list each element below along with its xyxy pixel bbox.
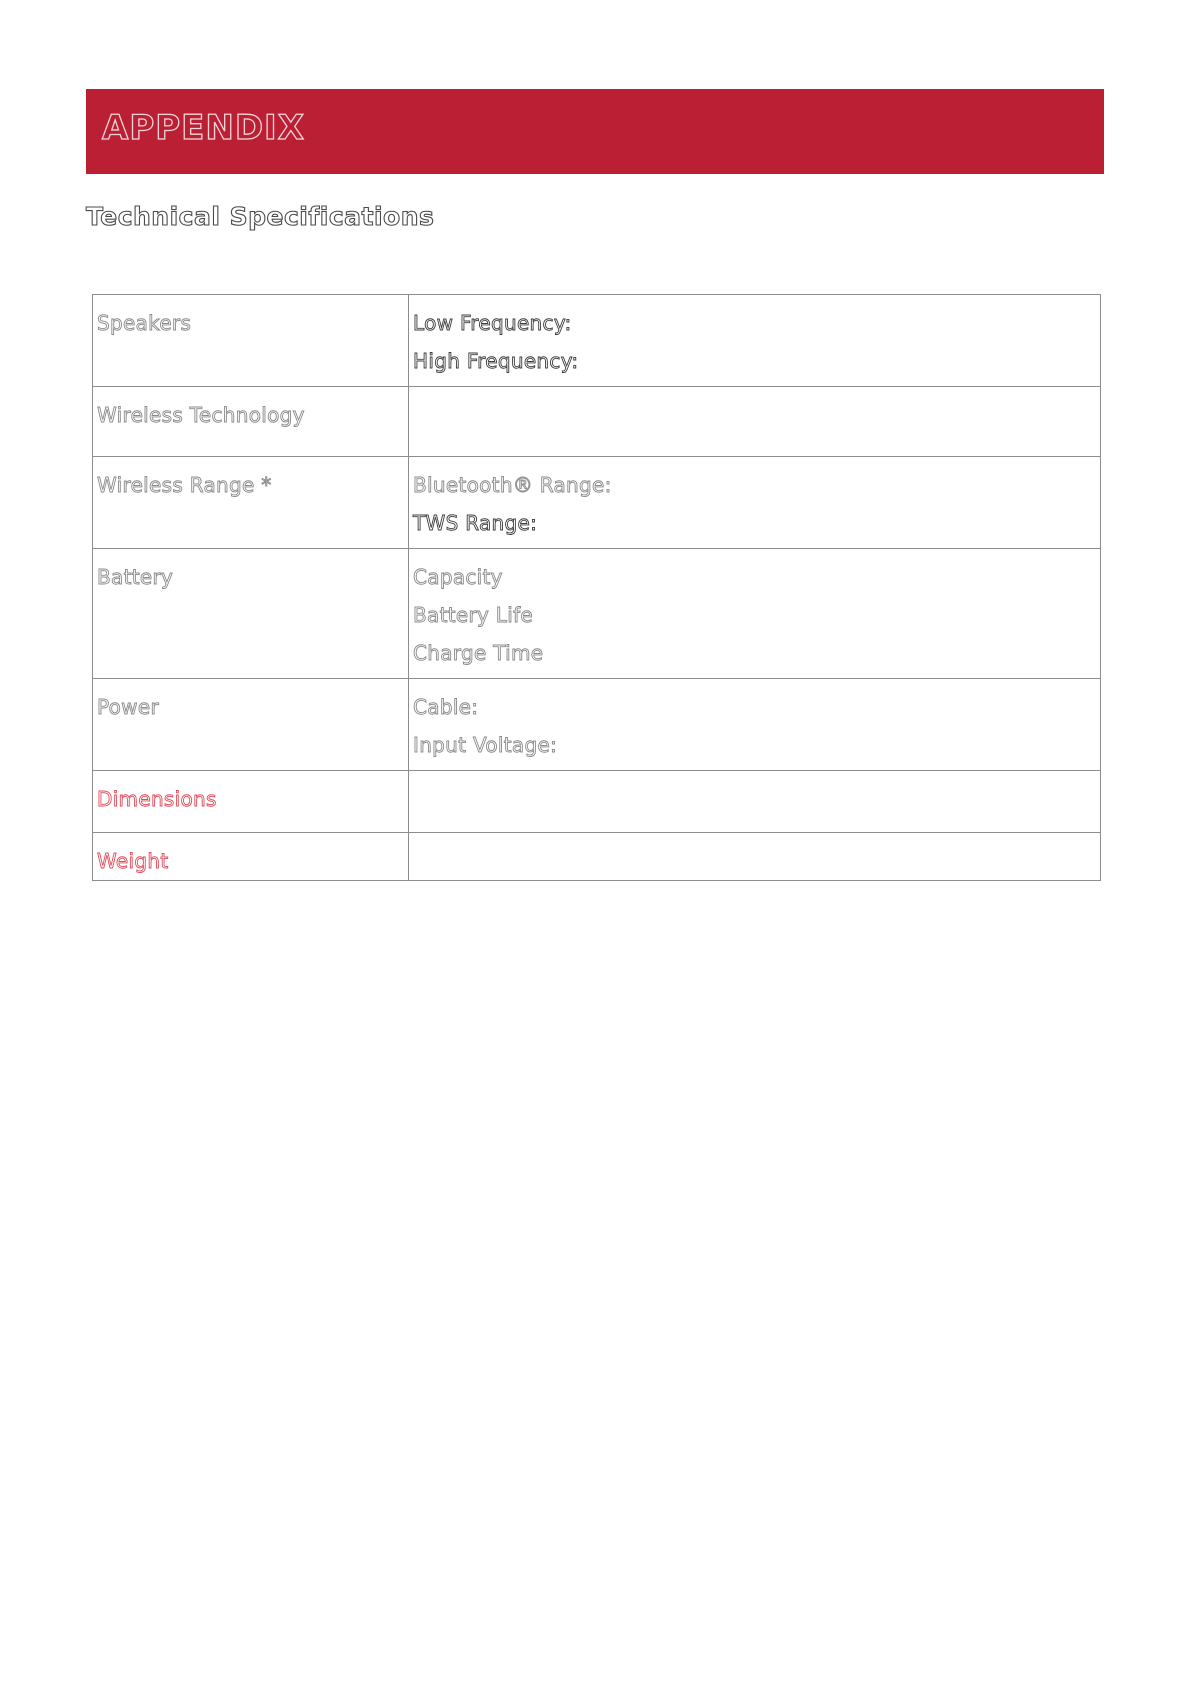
- table-row-wireless-technology: [93, 387, 1101, 457]
- spec-value-cell: [409, 771, 1101, 833]
- spec-value-capacity: Capacity: [413, 565, 503, 589]
- spec-value-charge-time: Charge Time: [413, 641, 544, 665]
- spec-value-tws-range: TWS Range:: [413, 511, 538, 535]
- table-row-wireless-range: [93, 457, 1101, 549]
- spec-label-cell: [93, 549, 409, 679]
- spec-label-cell: [93, 679, 409, 771]
- spec-value-battery-life: Battery Life: [413, 603, 534, 627]
- spec-value-cell: [409, 549, 1101, 679]
- spec-label-cell: [93, 833, 409, 881]
- appendix-banner: [86, 89, 1104, 174]
- spec-value-cell: [409, 457, 1101, 549]
- spec-label-cell: [93, 295, 409, 387]
- banner-title: APPENDIX: [102, 108, 305, 148]
- spec-label-speakers: Speakers: [97, 311, 192, 335]
- spec-value-low-frequency: Low Frequency:: [413, 311, 572, 335]
- table-row-battery: [93, 549, 1101, 679]
- spec-label-dimensions: Dimensions: [97, 787, 217, 811]
- spec-value-cell: [409, 679, 1101, 771]
- table-row-speakers: [93, 295, 1101, 387]
- spec-label-cell: [93, 457, 409, 549]
- spec-label-cell: [93, 387, 409, 457]
- spec-value-high-frequency: High Frequency:: [413, 349, 579, 373]
- spec-value-cable: Cable:: [413, 695, 479, 719]
- spec-label-weight: Weight: [97, 849, 169, 873]
- spec-value-input-voltage: Input Voltage:: [413, 733, 558, 757]
- table-row-power: [93, 679, 1101, 771]
- spec-table: [92, 294, 1101, 881]
- spec-label-wireless-technology: Wireless Technology: [97, 403, 305, 427]
- spec-label-wireless-range: Wireless Range *: [97, 473, 272, 497]
- table-row-dimensions: [93, 771, 1101, 833]
- table-row-weight: [93, 833, 1101, 881]
- spec-value-bluetooth-range: Bluetooth® Range:: [413, 473, 612, 497]
- spec-label-cell: [93, 771, 409, 833]
- spec-label-battery: Battery: [97, 565, 174, 589]
- spec-value-cell: [409, 387, 1101, 457]
- spec-label-power: Power: [97, 695, 159, 719]
- spec-value-cell: [409, 295, 1101, 387]
- spec-value-cell: [409, 833, 1101, 881]
- section-title: Technical Specifications: [86, 202, 435, 231]
